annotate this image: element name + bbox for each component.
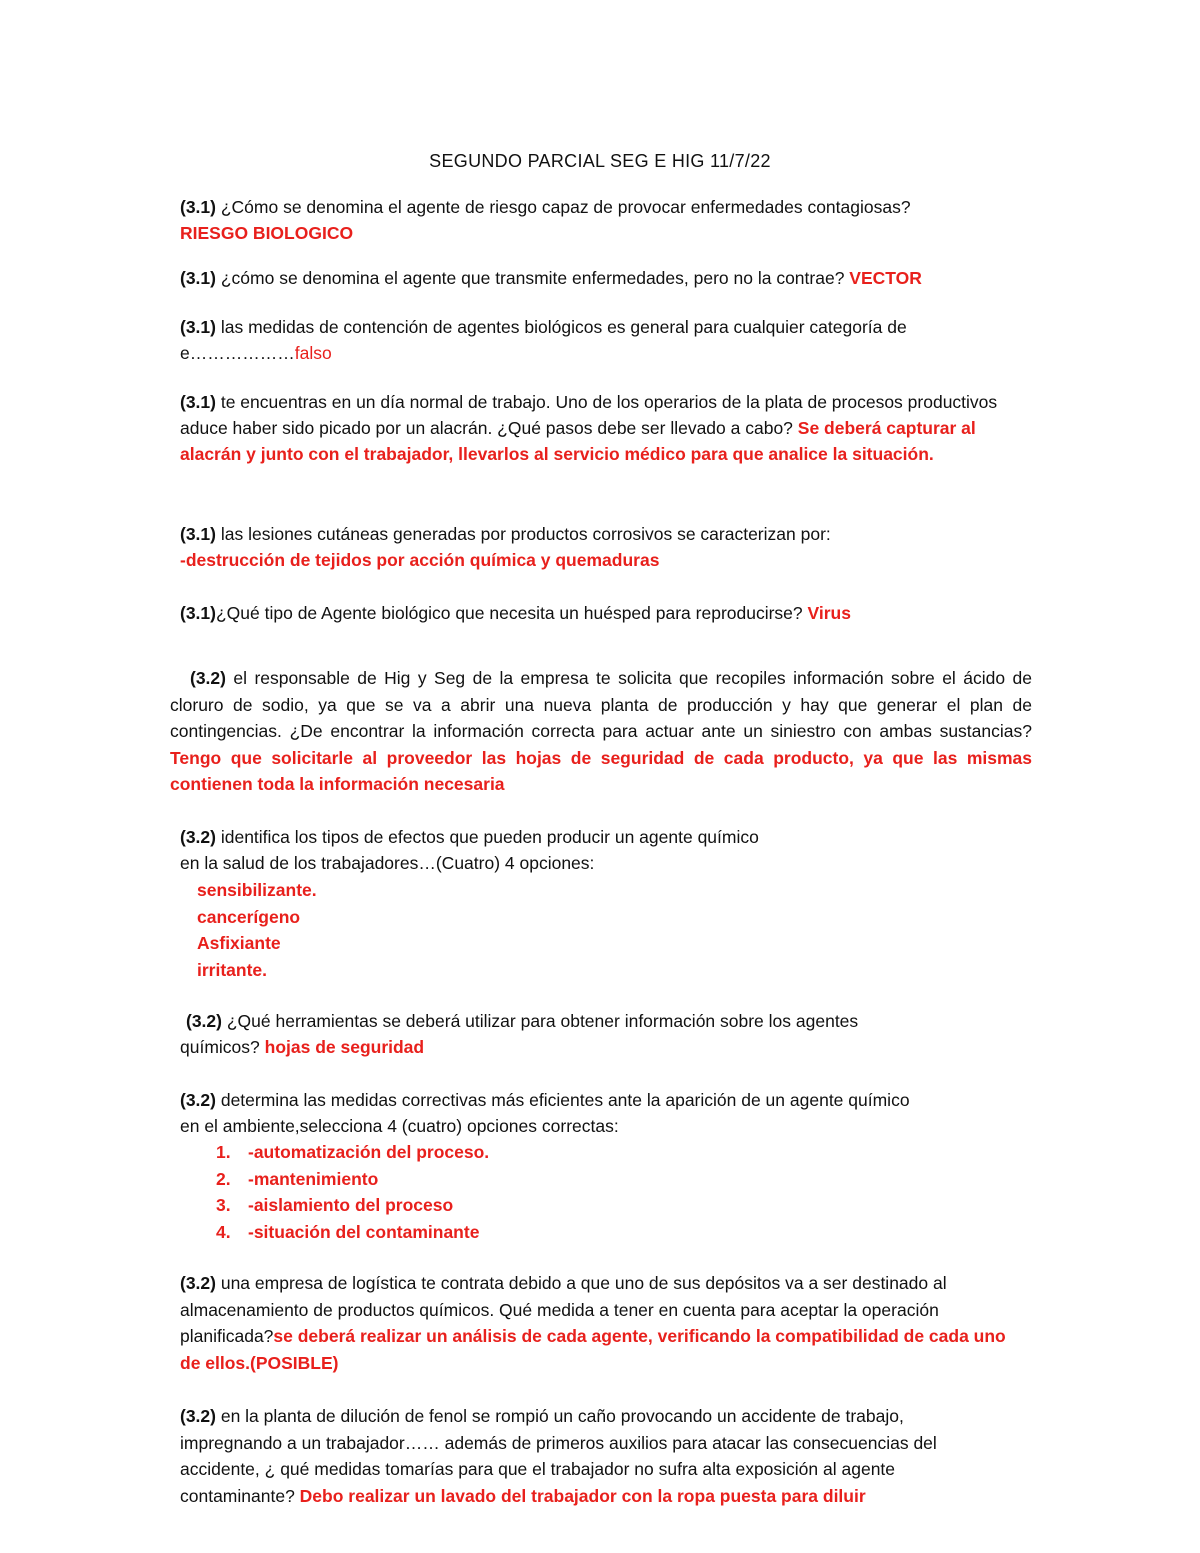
list-text: -automatización del proceso.	[248, 1142, 490, 1162]
question-8	[180, 824, 1060, 876]
list-text: -mantenimiento	[248, 1168, 379, 1189]
question-number: (3.2)	[190, 668, 226, 688]
list-text: -situación del contaminante	[248, 1221, 480, 1242]
list-number: 3.	[216, 1195, 231, 1215]
question-number: (3.2)	[180, 1273, 216, 1293]
list-item	[216, 1166, 489, 1193]
list-item: irritante.	[197, 959, 268, 980]
question-number: (3.2)	[186, 1011, 222, 1031]
question-text: el responsable de Hig y Seg de la empresa te solicita que recopiles información sobre el ácido de cloruro de sodio, ya que se va a abrir una nueva planta de producción y hay que generar el plan de contingencias. ¿De encontrar la información correcta para actuar ante un siniestro con ambas sustancias?	[170, 668, 1032, 741]
question-10	[180, 1087, 1060, 1139]
question-text: determina las medidas correctivas más eficientes ante la aparición de un agente químico	[215, 1090, 910, 1110]
question-11	[180, 1270, 1010, 1376]
list-number: 4.	[216, 1221, 231, 1242]
question-12	[180, 1403, 1010, 1509]
question-text: en la salud de los trabajadores…(Cuatro) 4 opciones:	[180, 853, 595, 873]
question-number: (3.1)	[180, 268, 216, 288]
list-item: Asfixiante	[197, 933, 281, 953]
question-3	[180, 314, 1060, 366]
question-text: ¿Qué herramientas se deberá utilizar para obtener información sobre los agentes	[221, 1011, 859, 1031]
question-9	[180, 1008, 1060, 1060]
answer: VECTOR	[849, 268, 922, 288]
question-text: identifica los tipos de efectos que pueden producir un agente químico	[215, 827, 759, 847]
question-text: en el ambiente,selecciona 4 (cuatro) opciones correctas:	[180, 1116, 619, 1136]
question-text: una empresa de logística te contrata debido a que uno de sus depósitos va a ser destinado al almacenamiento de productos químicos. Qué medida a tener en cuenta para aceptar la operación planificada?	[180, 1273, 947, 1346]
question-7	[170, 665, 1032, 798]
question-number: (3.1)	[180, 524, 216, 544]
answer: hojas de seguridad	[264, 1037, 425, 1057]
answer: RIESGO BIOLOGICO	[180, 223, 354, 243]
answer-list-q10	[216, 1139, 489, 1245]
question-number: (3.2)	[180, 1406, 216, 1426]
question-2	[180, 265, 1060, 291]
question-4	[180, 389, 1020, 467]
question-number: (3.2)	[180, 827, 216, 847]
question-1	[180, 194, 1060, 246]
answer: Se deberá capturar al alacrán y junto con el trabajador, llevarlos al servicio médico para que analice la situación.	[180, 418, 976, 464]
list-number: 1.	[216, 1142, 231, 1162]
answer: falso	[294, 343, 332, 363]
question-text: las lesiones cutáneas generadas por productos corrosivos se caracterizan por:	[215, 524, 831, 544]
list-number: 2.	[216, 1168, 231, 1189]
question-5	[180, 521, 1060, 573]
question-number: (3.1)	[180, 317, 216, 337]
question-number: (3.1)	[180, 392, 216, 412]
question-text: ¿Qué tipo de Agente biológico que necesita un huésped para reproducirse?	[215, 603, 808, 623]
answer: -destrucción de tejidos por acción química y quemaduras	[180, 550, 660, 570]
question-number: (3.1)	[180, 197, 216, 217]
question-number: (3.1)	[180, 603, 216, 623]
list-text: -aislamiento del proceso	[248, 1195, 454, 1215]
list-item	[216, 1219, 489, 1246]
list-item: cancerígeno	[197, 906, 301, 927]
answer: se deberá realizar un análisis de cada agente, verificando la compatibilidad de cada uno de ellos.(POSIBLE)	[180, 1326, 1006, 1373]
list-item: sensibilizante.	[197, 880, 317, 900]
question-text: las medidas de contención de agentes biológicos es general para cualquier categoría de	[215, 317, 907, 337]
question-text: en la planta de dilución de fenol se rompió un caño provocando un accidente de trabajo, impregnando a un trabajador…… además de primeros auxilios para atacar las consecuencias del accidente, ¿ qué medidas tomarías para que el trabajador no sufra alta exposición al agente contaminante?	[180, 1406, 937, 1506]
document-title: SEGUNDO PARCIAL SEG E HIG 11/7/22	[429, 151, 771, 171]
answer-list-q8	[197, 877, 317, 983]
answer: Virus	[807, 603, 851, 623]
list-item	[216, 1192, 489, 1219]
list-item	[216, 1139, 489, 1166]
question-text: ¿Cómo se denomina el agente de riesgo capaz de provocar enfermedades contagiosas?	[215, 197, 911, 217]
question-text: te encuentras en un día normal de trabajo. Uno de los operarios de la plata de procesos productivos aduce haber sido picado por un alacrán. ¿Qué pasos debe ser llevado a cabo?	[180, 392, 998, 438]
answer: Debo realizar un lavado del trabajador con la ropa puesta para diluir	[299, 1485, 866, 1506]
question-number: (3.2)	[180, 1090, 216, 1110]
question-text: e………………	[180, 343, 295, 363]
question-text: ¿cómo se denomina el agente que transmite enfermedades, pero no la contrae?	[215, 268, 850, 288]
answer: Tengo que solicitarle al proveedor las hojas de seguridad de cada producto, ya que las mismas contienen toda la información necesaria	[170, 747, 1032, 794]
question-6	[180, 600, 1060, 626]
question-text: químicos?	[180, 1037, 265, 1057]
